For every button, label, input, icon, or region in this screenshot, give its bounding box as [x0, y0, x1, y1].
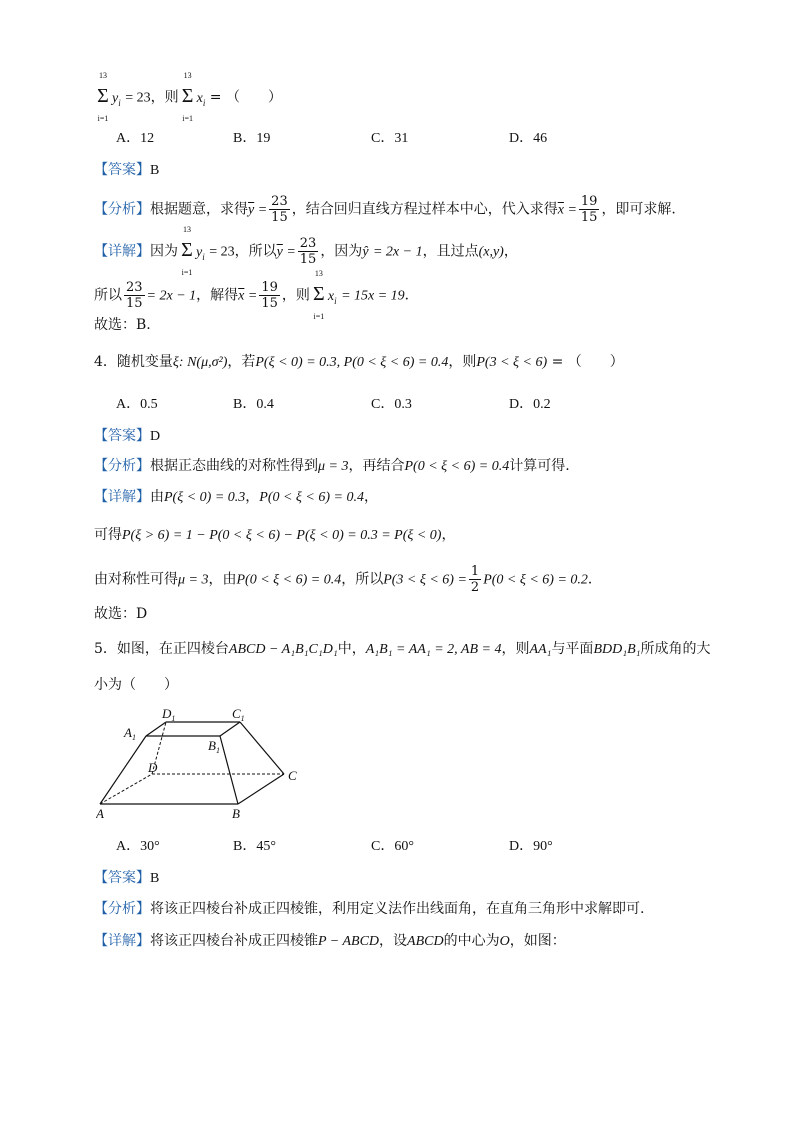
q3-detail-2: 所以 $\frac{23}{15}$ = 2x − 1，解得$\overline{x}$ = $\frac{19}{15}$ ，则 13 Σ i=1 $x_i = 15x = 19$．	[94, 269, 419, 321]
q4-option-c: C．0.3	[371, 397, 412, 412]
q4-answer: 【答案】D	[94, 428, 161, 444]
q3-analysis: 【分析】根据题意，求得$\overline{y}$ = $\frac{23}{15}$ ，结合回归直线方程过样本中心，代入求得$\overline{x}$ = $\frac{19}{15}$ ，即可求解.	[94, 194, 676, 225]
q4-detail-3: 由对称性可得μ = 3，由P(0 < ξ < 6) = 0.4，所以P(3 < ξ < 6) = $\frac{1}{2}$ P(0 < ξ < 6) = 0.2．	[94, 564, 602, 595]
label-d1: $D_1$	[162, 706, 176, 723]
q3-detail-1: 【详解】因为 13 Σ i=1 $y_i = 23$，所以$\overline{y}$ = $\frac{23}{15}$ ，因为ŷ = 2x − 1，且过点(x,y)，	[94, 225, 518, 277]
q5-detail: 【详解】将该正四棱台补成正四棱锥P − ABCD，设ABCD的中心为O，如图：	[94, 933, 566, 949]
q3-option-a: A．12	[116, 131, 155, 146]
q3-answer: 【答案】B	[94, 162, 160, 178]
sum-symbol: 13 Σ i=1	[181, 71, 194, 123]
q3-option-d: D．46	[509, 131, 548, 146]
label-b: B	[232, 806, 240, 821]
q5-stem-2: 小为（ ）	[94, 677, 178, 693]
q3-option-b: B．19	[233, 131, 271, 146]
q3-choose: 故选：B.	[94, 317, 151, 333]
label-b1: $B_1$	[208, 738, 220, 755]
label-d: D	[148, 760, 158, 775]
q4-choose: 故选：D	[94, 606, 148, 622]
q4-stem: 4．随机变量ξ: N(μ,σ²)，若P(ξ < 0) = 0.3, P(0 < ξ < 6) = 0.4，则P(3 < ξ < 6) = （ ）	[94, 354, 624, 370]
q5-answer: 【答案】B	[94, 870, 160, 886]
q5-option-c: C．60°	[371, 839, 414, 854]
q4-option-a: A．0.5	[116, 397, 158, 412]
q4-detail-2: 可得P(ξ > 6) = 1 − P(0 < ξ < 6) − P(ξ < 0) = 0.3 = P(ξ < 0)，	[94, 527, 456, 543]
q5-option-a: A．30°	[116, 839, 160, 854]
edge-b1c1	[220, 722, 240, 736]
edge-cc1	[240, 722, 284, 774]
sum-symbol: 13 Σ i=1	[97, 71, 109, 123]
label-c1: $C_1$	[232, 706, 245, 723]
q5-option-b: B．45°	[233, 839, 276, 854]
edge-ad	[100, 774, 152, 804]
q3-option-c: C．31	[371, 131, 409, 146]
label-a: A	[96, 806, 104, 821]
q4-detail-1: 【详解】由P(ξ < 0) = 0.3，P(0 < ξ < 6) = 0.4，	[94, 489, 378, 505]
edge-aa1	[100, 736, 146, 804]
q3-stem-line: 13 Σ i=1 $y_i = 23$，则 13 Σ i=1 $x_i$ = （ ）	[94, 86, 282, 112]
q4-option-b: B．0.4	[233, 397, 274, 412]
q4-analysis: 【分析】根据正态曲线的对称性得到μ = 3，再结合P(0 < ξ < 6) = 0.4计算可得.	[94, 458, 570, 474]
q5-stem: 5．如图，在正四棱台ABCD − A₁B₁C₁D₁中，A₁B₁ = AA₁ = 2, AB = 4，则AA₁与平面BDD₁B₁所成角的大	[94, 641, 711, 657]
q5-analysis: 【分析】将该正四棱台补成正四棱锥，利用定义法作出线面角，在直角三角形中求解即可.	[94, 901, 645, 917]
q4-option-d: D．0.2	[509, 397, 551, 412]
edge-bb1	[220, 736, 238, 804]
label-a1: $A_1$	[124, 725, 136, 742]
frustum-figure	[96, 706, 316, 822]
edge-bc	[238, 774, 284, 804]
q5-option-d: D．90°	[509, 839, 553, 854]
label-c: C	[288, 768, 297, 783]
